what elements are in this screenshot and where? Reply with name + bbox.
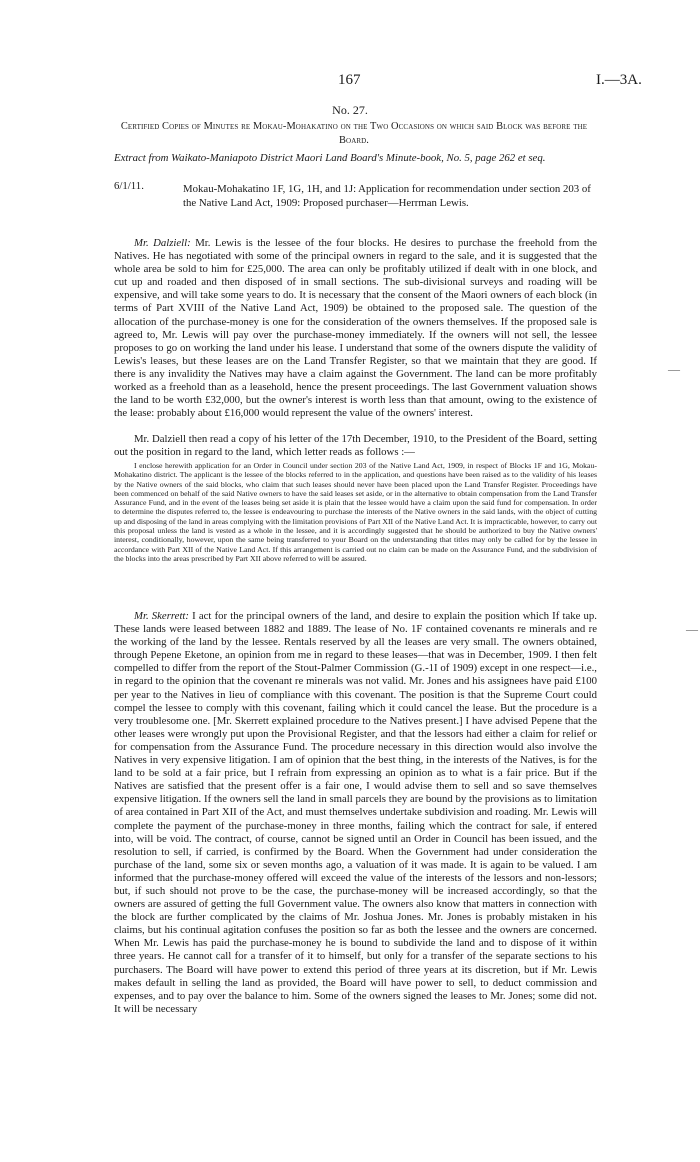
paragraph-dalziell [114, 237, 597, 420]
margin-mark: — [668, 362, 680, 376]
minute-subject: Mokau-Mohakatino 1F, 1G, 1H, and 1J: Application for recommendation under section 203 of the Native Land Act, 1909: Proposed purchaser—Herrman Lewis. [183, 183, 591, 209]
quoted-letter [114, 461, 597, 563]
paragraph-text: Mr. Lewis is the lessee of the four blocks. He desires to purchase the freehold from the Natives. He has negotiated with some of the principal owners in regard to the sale, and it is suggested that the whole area be sold to him for £25,000. The area can only be profitably utilized if dealt with in one block, and cut up and roaded and then disposed of in small sections. The sub-divisional surveys and roading will be expensive, and will take some years to do. It is necessary that the consent of the Maori owners of each block (in terms of Part XVIII of the Native Land Act, 1909) be obtained to the proposed sale. The question of the allocation of the purchase-money is one for the consideration of the owners themselves. If the proposed sale is agreed to, Mr. Lewis will pay over the purchase-money immediately. If the owners will not sell, the lessee proposes to go on working the land under his lease. I understand that some of the owners dispute the validity of Lewis's leases, but these leases are on the Land Transfer Register, so that we maintain that they are good. If there is any invalidity the Natives may have a claim against the Government. The land can be more profitably worked as a freehold than as a leasehold, hence the present proceedings. The last Government valuation shows the land to be worth £32,000, but the owner's interest is worth less than that amount, owing to the existence of the lease: probably about £16,000 would represent the value of the owners' interest. [114, 237, 597, 420]
document-number: No. 27. [332, 103, 368, 117]
speaker-skerrett: Mr. Skerrett: [134, 610, 189, 622]
paragraph-text: Mr. Dalziell then read a copy of his letter of the 17th December, 1910, to the President of the Board, setting out the position in regard to the land, which letter reads as follows :— [114, 433, 597, 459]
paragraph-skerrett [114, 610, 597, 1016]
paragraph-letter-intro [114, 433, 597, 459]
quote-text: I enclose herewith application for an Order in Council under section 203 of the Native Land Act, 1909, in respect of Blocks 1F and 1G, Mokau-Mohakatino district. The applicant is the lessee of the blocks referred to in the application, and questions have been raised as to the validity of his leases by the Native owners of the said blocks, who claim that such leases should never have been placed upon the Land Transfer Register. Proceedings have been commenced on behalf of the said Native owners to have the said leases set aside, or in the alternative to obtain compensation from the Land Transfer Assurance Fund, and in the event of the leases being set aside it is plain that the lessee would have a claim upon the said fund for compensation. In order to determine the disputes referred to, the lessee is endeavouring to purchase the interests of the Native owners in the said lands, with the object of cutting up and disposing of the land in areas complying with the limitation provisions of Part XII of the Native Land Act. It is impracticable, however, to carry out this proposal unless the land is vested as a whole in the lessee, and it is accordingly suggested that he should be authorized to buy the Native owners' interest, conditionally, however, upon the same being transferred to your Board on the understanding that titles may only be called for by the lessee in accordance with Part XII of the Native Land Act. If this arrangement is carried out no claim can be made on the Assurance Fund, and the subdivision of the blocks into the areas prescribed by Part XII above referred to will be assured. [114, 461, 597, 563]
speaker-dalziell: Mr. Dalziell: [134, 237, 191, 249]
page-reference: I.—3A. [596, 72, 642, 88]
margin-mark: — [686, 622, 698, 636]
document-title: Certified Copies of Minutes re Mokau-Mohakatino on the Two Occasions on which said Block was before the Board. [120, 121, 588, 146]
page-number: 167 [338, 72, 361, 88]
paragraph-text: I act for the principal owners of the land, and desire to explain the position which If take up. These lands were leased between 1882 and 1889. The lease of No. 1F contained covenants re minerals and re the working of the land by the lessee. Rentals reserved by all the leases are very small. The owners obtained, through Pepene Eketone, an opinion from me in regard to these leases—that was in December, 1909. I then felt compelled to differ from the report of the Stout-Palmer Commission (G.-1I of 1909) except in one respect—i.e., in regard to the opinion that the covenant re minerals was not valid. Mr. Jones and his assignees have paid £100 per year to the Natives in lieu of compliance with this covenant. The position is that the Supreme Court could compel the lessee to comply with this covenant, failing which it could cancel the lease. But the procedure is a very troublesome one. [Mr. Skerrett explained procedure to the Natives present.] I have advised Pepene that the other leases were wrongly put upon the Provisional Register, and that the lessors had either a claim for relief or for compensation from the Assurance Fund. The procedure necessary in this direction would also involve the Natives in very expensive litigation. I am of opinion that the best thing, in the interests of the Natives, is for the land to be sold at a fair price, but I refrain from expressing an opinion as to what is a fair price. But if the Natives are satisfied that the present offer is a fair one, I would advise them to sell and so save themselves expensive litigation. If the owners sell the land in small parcels they are bound by the provisions as to limitation of area contained in Part XII of the Act, and must themselves undertake subdivision and roading. Mr. Lewis will complete the payment of the purchase-money in three months, failing which the contract for sale, if entered into, will be void. The contract, of course, cannot be signed until an Order in Council has been issued, and the resolution to sell, if carried, is confirmed by the Board. When the Government had under consideration the purchase of the land, some six or seven months ago, a valuation of it was made. It is again to be valued. I am informed that the purchase-money offered will exceed the value of the interests of the lessors and non-lessors; but, if such should not prove to be the case, the purchase-money will be increased accordingly, so that the owners are assured of getting the full Government value. The owners also know that matters in connection with the block are further complicated by the claims of Mr. Joshua Jones. Mr. Jones is probably mistaken in his claims, but his continual agitation confuses the position so far as both the lessee and the owners are concerned. When Mr. Lewis has paid the purchase-money he is bound to subdivide the land and to dispose of it within three years. He cannot call for a transfer of it to himself, but only for a transfer of the separate sections to his purchasers. The Board will have power to extend this period of three years at its discretion, but if Mr. Lewis makes default in selling the land as provided, the Board will have power to sell, to deduct commission and expenses, and to pay over the balance to him. Some of the owners signed the leases to Mr. Jones; some did not. It will be necessary [114, 610, 597, 1015]
extract-line: Extract from Waikato-Maniapoto District Maori Land Board's Minute-book, No. 5, page 262 et seq. [114, 152, 546, 164]
minute-date: 6/1/11. [114, 180, 144, 192]
